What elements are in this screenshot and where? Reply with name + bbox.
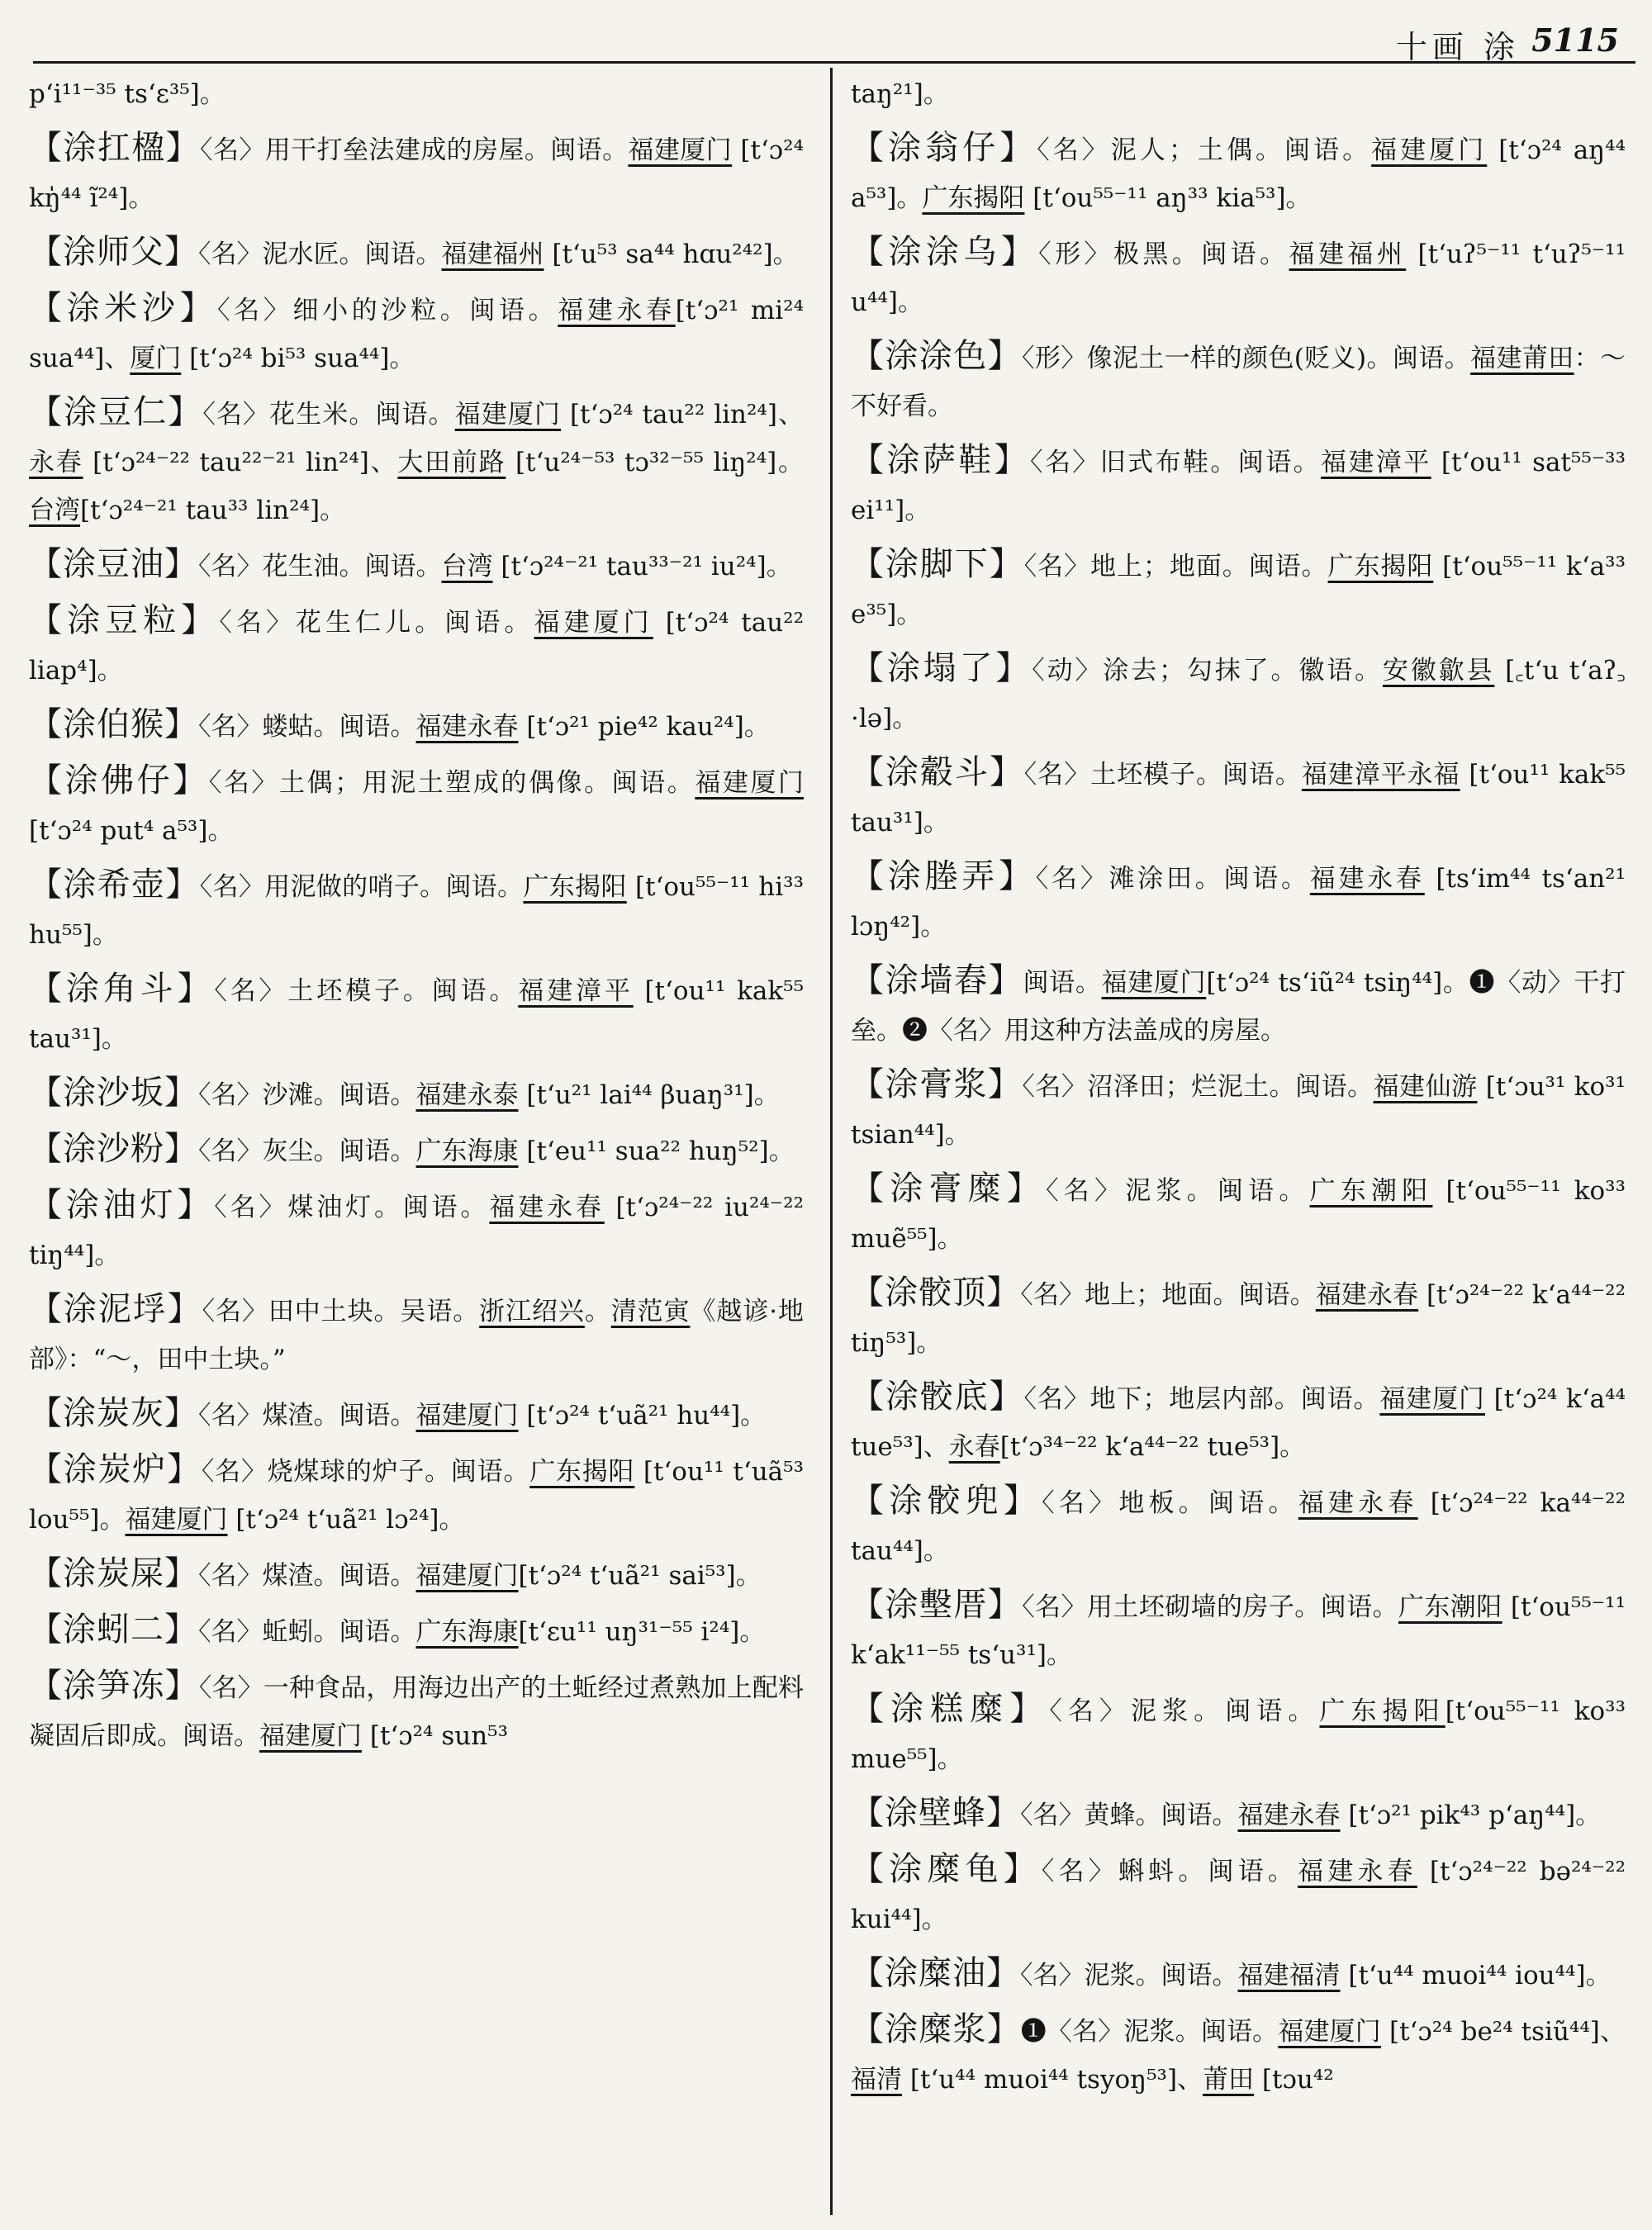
dictionary-entry xyxy=(29,861,804,959)
entry-text: p‘i¹¹⁻³⁵ ts‘ɛ³⁵]。 xyxy=(29,79,225,109)
entry-headword: 【涂扛楹】 xyxy=(29,129,201,167)
dictionary-entry xyxy=(29,1181,804,1279)
entry-text: [t‘ou⁵⁵⁻¹¹ ko³³ muẽ⁵⁵]。 xyxy=(851,1176,1626,1254)
dictionary-entry xyxy=(29,757,804,855)
entry-text: [t‘ɔ²⁴ kŋ̍⁴⁴ ĩ²⁴]。 xyxy=(29,135,804,213)
entry-text: [t‘u²⁴⁻⁵³ tɔ³²⁻⁵⁵ liŋ²⁴]。 xyxy=(506,448,804,477)
place-name: 福建福州 xyxy=(1289,240,1407,269)
place-name: 福建厦门 xyxy=(1278,2017,1381,2047)
entry-text: 〈名〉沙滩。闽语。 xyxy=(198,1080,416,1110)
place-name: 福建厦门 xyxy=(454,400,562,429)
place-name: 福建厦门 xyxy=(1379,1384,1485,1414)
dictionary-entry xyxy=(851,70,1626,118)
entry-text: 〈名〉泥浆。闽语。 xyxy=(1020,1961,1238,1990)
entry-text: [t‘ɔ²⁴ t‘uã²¹ lɔ²⁴]。 xyxy=(227,1505,465,1535)
dictionary-entry xyxy=(29,1389,804,1440)
dictionary-entry xyxy=(29,1606,804,1656)
dictionary-entry xyxy=(851,1949,1626,2000)
entry-text: 。 xyxy=(584,1297,611,1326)
dictionary-entry xyxy=(851,1269,1626,1367)
dictionary-entry xyxy=(851,1581,1626,1679)
entry-text: 〈名〉烧煤球的炉子。闽语。 xyxy=(201,1457,530,1487)
entry-text: 〈名〉花生油。闽语。 xyxy=(198,552,442,581)
entry-text: 〈名〉土坯模子。闽语。 xyxy=(1023,760,1302,790)
entry-text: [t‘ɔ²¹ pie⁴² kau²⁴]。 xyxy=(518,712,770,742)
entry-text: [t‘ɔ²⁴⁻²² bə²⁴⁻²² kui⁴⁴]。 xyxy=(851,1857,1626,1934)
column-right xyxy=(851,70,1626,2222)
entry-headword: 【涂豆仁】 xyxy=(29,393,203,431)
dictionary-entry xyxy=(851,332,1626,430)
dictionary-entry xyxy=(851,124,1626,222)
dictionary-entry xyxy=(851,1477,1626,1575)
entry-text: 〈名〉煤渣。闽语。 xyxy=(198,1401,416,1431)
entry-headword: 【涂糜浆】 xyxy=(851,2010,1021,2048)
dictionary-entry xyxy=(851,1789,1626,1839)
place-name: 福建永春 xyxy=(1298,1857,1417,1886)
place-name: 安徽歙县 xyxy=(1382,656,1495,686)
place-name: 福建厦门 xyxy=(695,768,804,798)
entry-text: 〈形〉极黑。闽语。 xyxy=(1038,240,1289,269)
dictionary-entry xyxy=(851,2005,1626,2104)
dictionary-entry xyxy=(851,852,1626,951)
entry-text: ：～不好看。 xyxy=(851,344,1626,421)
entry-text: 〈名〉花生仁儿。闽语。 xyxy=(219,608,534,638)
dictionary-entry xyxy=(29,388,804,534)
entry-text: 〈动〉涂去；勾抹了。徽语。 xyxy=(1032,656,1383,686)
entry-text: 〈名〉泥浆。闽语。 xyxy=(1049,1696,1320,1726)
entry-text: [t‘uʔ⁵⁻¹¹ t‘uʔ⁵⁻¹¹ u⁴⁴]。 xyxy=(851,240,1626,317)
entry-text: 〈名〉泥浆。闽语。 xyxy=(1046,1176,1310,1206)
entry-text: 〈名〉用干打垒法建成的房屋。闽语。 xyxy=(200,135,629,165)
place-name: 福建厦门 xyxy=(1101,968,1207,998)
entry-text: 〈名〉煤渣。闽语。 xyxy=(198,1561,416,1591)
place-name: 福清 xyxy=(851,2065,902,2095)
dictionary-entry xyxy=(29,540,804,591)
entry-text: 〈名〉地下；地层内部。闽语。 xyxy=(1023,1384,1380,1414)
dictionary-entry xyxy=(29,1125,804,1175)
entry-text: 闽语。 xyxy=(1023,968,1102,998)
dictionary-entry xyxy=(29,1285,804,1383)
dictionary-entry xyxy=(29,124,804,222)
entry-text: 〈名〉沼泽田；烂泥土。闽语。 xyxy=(1022,1072,1374,1102)
place-name: 广东揭阳 xyxy=(529,1457,635,1487)
entry-text: [t‘ɔ²⁴ tau²² liap⁴]。 xyxy=(29,608,804,686)
place-name: 福建厦门 xyxy=(534,608,653,638)
entry-text: ❶〈名〉泥浆。闽语。 xyxy=(1020,2017,1279,2047)
entry-text: 〈形〉像泥土一样的颜色(贬义)。闽语。 xyxy=(1021,344,1471,373)
entry-text: [t‘ɔ²⁴ be²⁴ tsiũ⁴⁴]、 xyxy=(1380,2017,1626,2047)
entry-text: 〈名〉黄蜂。闽语。 xyxy=(1020,1801,1238,1830)
page-number: 5115 xyxy=(1531,21,1619,59)
entry-headword: 【涂豆粒】 xyxy=(29,601,220,639)
entry-headword: 【涂沙粉】 xyxy=(29,1130,198,1168)
entry-text: 〈名〉灰尘。闽语。 xyxy=(198,1136,416,1166)
place-name: 大田前路 xyxy=(397,448,506,477)
entry-text: 〈名〉地板。闽语。 xyxy=(1042,1488,1298,1518)
entry-text: [t‘ɔ²⁴ t‘uã²¹ hu⁴⁴]。 xyxy=(518,1401,767,1431)
place-name: 福建永春 xyxy=(1237,1801,1341,1830)
entry-text: 〈名〉蝌蚪。闽语。 xyxy=(1041,1857,1298,1886)
entry-text: 〈名〉旧式布鞋。闽语。 xyxy=(1030,448,1322,477)
dictionary-entry xyxy=(29,284,804,382)
place-name: 福建永泰 xyxy=(415,1080,519,1110)
place-name: 福建福清 xyxy=(1237,1961,1341,1990)
place-name: 福建厦门 xyxy=(415,1401,519,1431)
dictionary-entry xyxy=(851,956,1626,1055)
entry-headword: 【涂涂色】 xyxy=(851,337,1022,375)
entry-text: [t‘ɔ²⁴ ts‘iũ²⁴ tsiŋ⁴⁴]。❶〈动〉干打垒。❷〈名〉用这种方法盖成的房屋。 xyxy=(851,968,1626,1046)
entry-headword: 【涂炭灰】 xyxy=(29,1394,198,1432)
entry-headword: 【涂膏糜】 xyxy=(851,1170,1047,1208)
entry-headword: 【涂骹底】 xyxy=(851,1378,1024,1416)
entry-text: 〈名〉地上；地面。闽语。 xyxy=(1023,552,1328,581)
entry-text: [t‘eu¹¹ sua²² huŋ⁵²]。 xyxy=(518,1136,795,1166)
place-name: 广东揭阳 xyxy=(1319,1696,1446,1726)
entry-headword: 【涂伯猴】 xyxy=(29,705,198,743)
entry-text: [t‘u⁴⁴ muoi⁴⁴ iou⁴⁴]。 xyxy=(1340,1961,1612,1990)
place-name: 福建厦门 xyxy=(415,1561,519,1591)
entry-headword: 【涂脚下】 xyxy=(851,545,1024,583)
entry-text: [t‘ɔ²⁴⁻²¹ tau³³ lin²⁴]。 xyxy=(80,496,346,525)
entry-text: [t‘ɔ²⁴⁻²² k‘a⁴⁴⁻²² tiŋ⁵³]。 xyxy=(851,1280,1626,1358)
entry-text: 〈名〉蝼蛄。闽语。 xyxy=(198,712,416,742)
entry-text: [t‘ou⁵⁵⁻¹¹ aŋ³³ kia⁵³]。 xyxy=(1024,183,1312,213)
place-name: 永春 xyxy=(29,448,83,477)
entry-text: [t‘u⁴⁴ muoi⁴⁴ tsyoŋ⁵³]、 xyxy=(902,2065,1203,2095)
entry-text: [tɔu⁴² xyxy=(1254,2065,1334,2095)
entry-headword: 【涂油灯】 xyxy=(29,1186,215,1224)
dictionary-entry xyxy=(29,700,804,751)
place-name: 广东海康 xyxy=(415,1136,519,1166)
place-name: 福建漳平 xyxy=(518,976,634,1006)
entry-text: [ts‘im⁴⁴ ts‘an²¹ lɔŋ⁴²]。 xyxy=(851,864,1626,942)
place-name: 福建漳平永福 xyxy=(1301,760,1460,790)
entry-text: [t‘ɔ²⁴⁻²² ka⁴⁴⁻²² tau⁴⁴]。 xyxy=(851,1488,1626,1566)
entry-headword: 【涂沙坂】 xyxy=(29,1074,198,1112)
entry-text: 〈名〉细小的沙粒。闽语。 xyxy=(217,296,558,325)
entry-text: [t‘ɔ³⁴⁻²² k‘a⁴⁴⁻²² tue⁵³]。 xyxy=(999,1432,1306,1462)
entry-text: [t‘ou¹¹ t‘uã⁵³ lou⁵⁵]。 xyxy=(29,1457,804,1535)
dictionary-entry xyxy=(851,748,1626,847)
place-name: 福建厦门 xyxy=(259,1721,362,1751)
entry-headword: 【涂笋冻】 xyxy=(29,1667,199,1705)
entry-text: 〈名〉用泥做的哨子。闽语。 xyxy=(199,872,524,902)
entry-text: 〈名〉花生米。闽语。 xyxy=(202,400,455,429)
place-name: 福建永春 xyxy=(558,296,676,325)
entry-text: [t‘ɔ²⁴ k‘a⁴⁴ tue⁵³]、 xyxy=(851,1384,1626,1462)
place-name: 广东揭阳 xyxy=(922,183,1025,213)
entry-headword: 【涂糜油】 xyxy=(851,1954,1020,1992)
dictionary-entry xyxy=(851,1060,1626,1159)
entry-text: [t‘ɛu¹¹ uŋ³¹⁻⁵⁵ i²⁴]。 xyxy=(518,1617,766,1647)
place-name: 福建厦门 xyxy=(628,135,733,165)
entry-text: [t‘ou⁵⁵⁻¹¹ k‘ak¹¹⁻⁵⁵ ts‘u³¹]。 xyxy=(851,1592,1626,1670)
entry-headword: 【涂糜龟】 xyxy=(851,1850,1042,1888)
place-name: 广东揭阳 xyxy=(1327,552,1434,581)
dictionary-entry xyxy=(29,70,804,118)
place-name: 台湾 xyxy=(441,552,493,581)
entry-headword: 【涂墼厝】 xyxy=(851,1586,1023,1624)
entry-text: 〈名〉田中土块。吴语。 xyxy=(202,1297,480,1326)
entry-text: 〈名〉蚯蚓。闽语。 xyxy=(198,1617,416,1647)
entry-headword: 【涂骹兜】 xyxy=(851,1482,1042,1520)
entry-text: [t‘ɔ²⁴⁻²¹ tau³³⁻²¹ iu²⁴]。 xyxy=(492,552,792,581)
entry-text: 〈名〉煤油灯。闽语。 xyxy=(214,1193,490,1222)
entry-text: 〈名〉地上；地面。闽语。 xyxy=(1020,1280,1316,1310)
column-divider xyxy=(830,68,833,2215)
entry-headword: 【涂壁蜂】 xyxy=(851,1794,1020,1832)
dictionary-entry xyxy=(29,596,804,695)
entry-headword: 【涂希壶】 xyxy=(29,866,200,904)
entry-headword: 【涂泥垺】 xyxy=(29,1290,202,1328)
place-name: 清范寅 xyxy=(610,1297,691,1326)
place-name: 福建福州 xyxy=(441,240,544,269)
dictionary-entry xyxy=(29,1069,804,1119)
entry-text: 《越谚·地部》：“～，田中土块。” xyxy=(29,1297,804,1374)
entry-text: [t‘ou¹¹ kak⁵⁵ tau³¹]。 xyxy=(29,976,804,1054)
entry-text: 〈名〉用土坯砌墙的房子。闽语。 xyxy=(1022,1592,1398,1622)
dictionary-entry xyxy=(851,1373,1626,1471)
place-name: 福建永春 xyxy=(1298,1488,1418,1518)
entry-text: [t‘ɔ²⁴⁻²² iu²⁴⁻²² tiŋ⁴⁴]。 xyxy=(29,1193,804,1270)
entry-text: [t‘ɔ²⁴ put⁴ a⁵³]。 xyxy=(29,816,234,846)
entry-headword: 【涂糕糜】 xyxy=(851,1690,1050,1728)
entry-headword: 【涂涂乌】 xyxy=(851,233,1039,271)
dictionary-entry xyxy=(29,1445,804,1544)
column-left xyxy=(29,70,804,2222)
place-name: 浙江绍兴 xyxy=(479,1297,585,1326)
section-heading: 十画 涂 xyxy=(1395,29,1520,65)
dictionary-entry xyxy=(851,1845,1626,1943)
entry-text: [t‘ɔ²¹ pik⁴³ p‘aŋ⁴⁴]。 xyxy=(1340,1801,1602,1830)
entry-text: [t‘ɔ²⁴ sun⁵³ xyxy=(362,1721,509,1751)
place-name: 广东海康 xyxy=(415,1617,519,1647)
entry-headword: 【涂炭屎】 xyxy=(29,1554,198,1592)
entry-headword: 【涂翁仔】 xyxy=(851,129,1037,167)
entry-headword: 【涂膏浆】 xyxy=(851,1065,1023,1103)
place-name: 福建厦门 xyxy=(125,1505,228,1535)
place-name: 莆田 xyxy=(1203,2065,1255,2095)
entry-text: 〈名〉滩涂田。闽语。 xyxy=(1035,864,1310,894)
entry-text: [t‘ɔ²⁴ t‘uã²¹ sai⁵³]。 xyxy=(518,1561,762,1591)
place-name: 厦门 xyxy=(130,344,182,373)
entry-text: [t‘ou⁵⁵⁻¹¹ ko³³ mue⁵⁵]。 xyxy=(851,1696,1626,1774)
place-name: 福建永春 xyxy=(489,1193,605,1222)
entry-headword: 【涂塍弄】 xyxy=(851,857,1036,895)
entry-text: 〈名〉泥人；土偶。闽语。 xyxy=(1037,135,1372,165)
entry-headword: 【涂骹顶】 xyxy=(851,1274,1021,1312)
entry-text: [t‘ɔ²⁴ aŋ⁴⁴ a⁵³]。 xyxy=(851,135,1626,213)
place-name: 福建仙游 xyxy=(1373,1072,1478,1102)
dictionary-entry xyxy=(29,1549,804,1600)
entry-headword: 【涂蚓二】 xyxy=(29,1611,198,1649)
entry-text: [t‘ou⁵⁵⁻¹¹ k‘a³³ e³⁵]。 xyxy=(851,552,1626,629)
entry-text: [꜀t‘u t‘aʔ꜆ ·lə]。 xyxy=(851,656,1626,733)
dictionary-entry xyxy=(29,965,804,1063)
entry-text: [t‘ɔ²⁴ tau²² lin²⁴]、 xyxy=(561,400,804,429)
place-name: 广东潮阳 xyxy=(1398,1592,1502,1622)
entry-headword: 【涂塌了】 xyxy=(851,649,1032,687)
entry-headword: 【涂炭炉】 xyxy=(29,1450,202,1488)
place-name: 福建永春 xyxy=(415,712,519,742)
entry-headword: 【涂墙舂】 xyxy=(851,961,1023,999)
dictionary-entry xyxy=(851,644,1626,743)
entry-headword: 【涂师父】 xyxy=(29,233,198,271)
dictionary-entry xyxy=(851,1165,1626,1263)
place-name: 永春 xyxy=(948,1432,1000,1462)
entry-headword: 【涂佛仔】 xyxy=(29,762,209,799)
entry-text: 〈名〉泥水匠。闽语。 xyxy=(198,240,442,269)
entry-headword: 【涂觳斗】 xyxy=(851,753,1024,791)
dictionary-entry xyxy=(851,228,1626,326)
entry-text: taŋ²¹]。 xyxy=(851,79,949,109)
dictionary-entry xyxy=(851,540,1626,638)
place-name: 福建莆田 xyxy=(1470,344,1574,373)
entry-text: 〈名〉土偶；用泥土塑成的偶像。闽语。 xyxy=(208,768,695,798)
dictionary-entry xyxy=(29,228,804,278)
entry-text: [t‘ɔu³¹ ko³¹ tsian⁴⁴]。 xyxy=(851,1072,1626,1150)
place-name: 福建永春 xyxy=(1309,864,1425,894)
place-name: 广东潮阳 xyxy=(1309,1176,1433,1206)
place-name: 台湾 xyxy=(29,496,80,525)
dictionary-entry xyxy=(851,436,1626,534)
place-name: 福建漳平 xyxy=(1321,448,1431,477)
entry-text: 〈名〉土坯模子。闽语。 xyxy=(214,976,519,1006)
entry-text: [t‘ou⁵⁵⁻¹¹ hi³³ hu⁵⁵]。 xyxy=(29,872,804,950)
entry-headword: 【涂萨鞋】 xyxy=(851,441,1031,479)
entry-text: [t‘ɔ²¹ mi²⁴ sua⁴⁴]、 xyxy=(29,296,804,373)
place-name: 福建厦门 xyxy=(1371,135,1488,165)
dictionary-entry xyxy=(851,1685,1626,1783)
entry-text: [t‘u²¹ lai⁴⁴ βuaŋ³¹]。 xyxy=(518,1080,780,1110)
entry-headword: 【涂米沙】 xyxy=(29,289,218,327)
entry-text: [t‘ou¹¹ kak⁵⁵ tau³¹]。 xyxy=(851,760,1626,837)
entry-headword: 【涂豆油】 xyxy=(29,545,198,583)
place-name: 福建永春 xyxy=(1315,1280,1419,1310)
page-header xyxy=(33,15,1635,64)
entry-text: 〈名〉一种食品，用海边出产的土蚯经过煮熟加上配料凝固后即成。闽语。 xyxy=(29,1673,804,1751)
entry-text: [t‘ɔ²⁴ bi⁵³ sua⁴⁴]。 xyxy=(181,344,415,373)
place-name: 广东揭阳 xyxy=(523,872,627,902)
dictionary-entry xyxy=(29,1662,804,1760)
entry-text: [t‘u⁵³ sa⁴⁴ hɑu²⁴²]。 xyxy=(544,240,799,269)
entry-text: [t‘ɔ²⁴⁻²² tau²²⁻²¹ lin²⁴]、 xyxy=(83,448,398,477)
entry-text: [t‘ou¹¹ sat⁵⁵⁻³³ ei¹¹]。 xyxy=(851,448,1626,525)
entry-headword: 【涂角斗】 xyxy=(29,970,215,1008)
